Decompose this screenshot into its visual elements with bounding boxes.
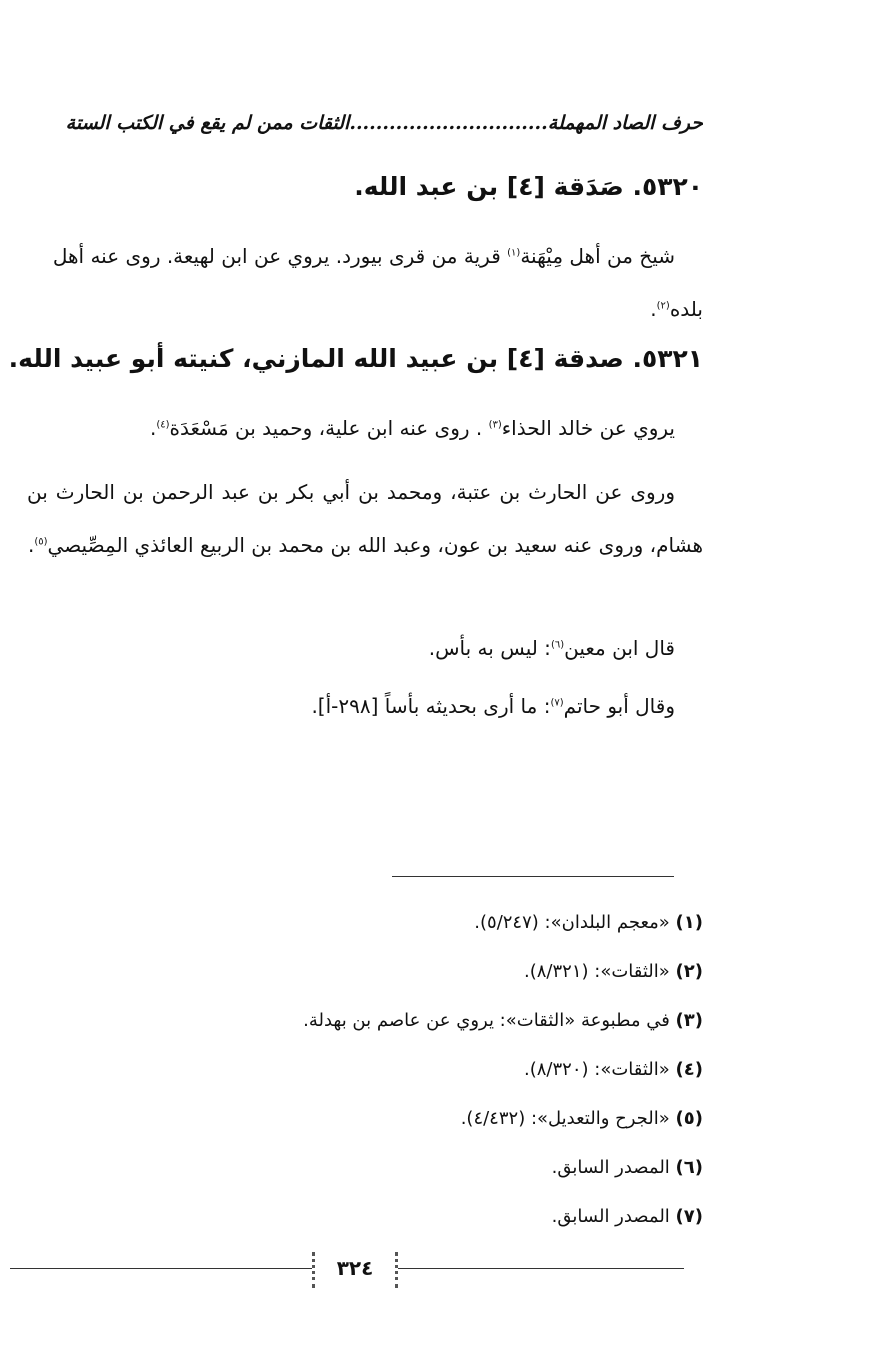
- paragraph-text: .: [27, 533, 35, 557]
- paragraph-text: : ليس به بأس.: [428, 636, 551, 660]
- footnote-text: المصدر السابق.: [551, 1157, 676, 1178]
- footnote-number: (٦): [675, 1157, 703, 1178]
- paragraph-text: وقال أبو حاتم: [563, 694, 675, 718]
- footnote-text: «الثقات»: (٨/٣٢١).: [524, 961, 676, 982]
- footnotes-list: [83, 905, 703, 1248]
- footnote-ref[interactable]: (٦): [550, 639, 565, 651]
- footnote-number: (٧): [675, 1206, 703, 1227]
- footnote-number: (٣): [675, 1010, 703, 1031]
- footnote-text: «الجرح والتعديل»: (٤/٤٣٢).: [460, 1108, 676, 1129]
- footer-rule-left: [10, 1268, 312, 1269]
- footnote-item: [83, 1003, 703, 1052]
- footnote-item: [83, 1052, 703, 1101]
- footnote-number: (٥): [675, 1108, 703, 1129]
- footnote-number: (٤): [675, 1059, 703, 1080]
- paragraph-text: . روى عنه ابن علية، وحميد بن مَسْعَدَة: [169, 416, 489, 440]
- entry-5321-title: ٥٣٢١. صدقة [٤] بن عبيد الله المازني، كنيته أبو عبيد الله.: [8, 344, 703, 373]
- paragraph-text: : ما أرى بحديثه بأساً [٢٩٨-أ].: [311, 694, 551, 718]
- page-number: ٣٢٤: [312, 1252, 398, 1288]
- entry-5321-paragraph-1: [27, 402, 703, 455]
- footnote-text: «معجم البلدان»: (٥/٢٤٧).: [474, 912, 676, 933]
- footnote-item: [83, 1199, 703, 1248]
- footnote-item: [83, 954, 703, 1003]
- footnote-item: [83, 1101, 703, 1150]
- footnote-ref[interactable]: (١): [507, 247, 521, 259]
- footnote-ref[interactable]: (٣): [488, 419, 502, 431]
- paragraph-text: .: [149, 416, 157, 440]
- entry-5321-paragraph-4: [27, 680, 703, 733]
- footnote-item: [83, 905, 703, 954]
- footnote-text: في مطبوعة «الثقات»: يروي عن عاصم بن بهدلة.: [303, 1010, 676, 1031]
- footnote-ref[interactable]: (٧): [550, 697, 564, 709]
- footnote-ref[interactable]: (٤): [156, 419, 170, 431]
- footer-rule-right: [398, 1268, 684, 1269]
- footnote-number: (١): [675, 912, 703, 933]
- paragraph-text: يروي عن خالد الحذاء: [501, 416, 675, 440]
- footnote-ref[interactable]: (٥): [34, 536, 48, 548]
- entry-5320-title: ٥٣٢٠. صَدَقة [٤] بن عبد الله.: [354, 172, 703, 201]
- paragraph-text: شيخ من أهل مِيْهَنة: [520, 244, 675, 268]
- footnote-number: (٢): [675, 961, 703, 982]
- footnote-text: «الثقات»: (٨/٣٢٠).: [524, 1059, 676, 1080]
- footnote-item: [83, 1150, 703, 1199]
- footnote-text: المصدر السابق.: [551, 1206, 676, 1227]
- entry-5321-paragraph-2: [27, 466, 703, 572]
- paragraph-text: وروى عن الحارث بن عتبة، ومحمد بن أبي بكر بن عبد الرحمن بن الحارث بن هشام، وروى عنه سعيد بن عون، وعبد الله بن محمد بن الربيع العائذي المِصِّيصي: [27, 480, 703, 557]
- paragraph-text: قال ابن معين: [564, 636, 675, 660]
- paragraph-text: .: [650, 297, 657, 321]
- running-header: حرف الصاد المهملة..............................الثقات ممن لم يقع في الكتب الستة: [65, 112, 703, 134]
- entry-5320-paragraph: [27, 230, 703, 336]
- footnote-separator: [392, 876, 674, 877]
- entry-5321-paragraph-3: [27, 622, 703, 675]
- footnote-ref[interactable]: (٢): [656, 300, 670, 312]
- paragraph-text: قرية من قرى بيورد. يروي عن ابن لهيعة. روى عنه أهل بلده: [52, 244, 703, 321]
